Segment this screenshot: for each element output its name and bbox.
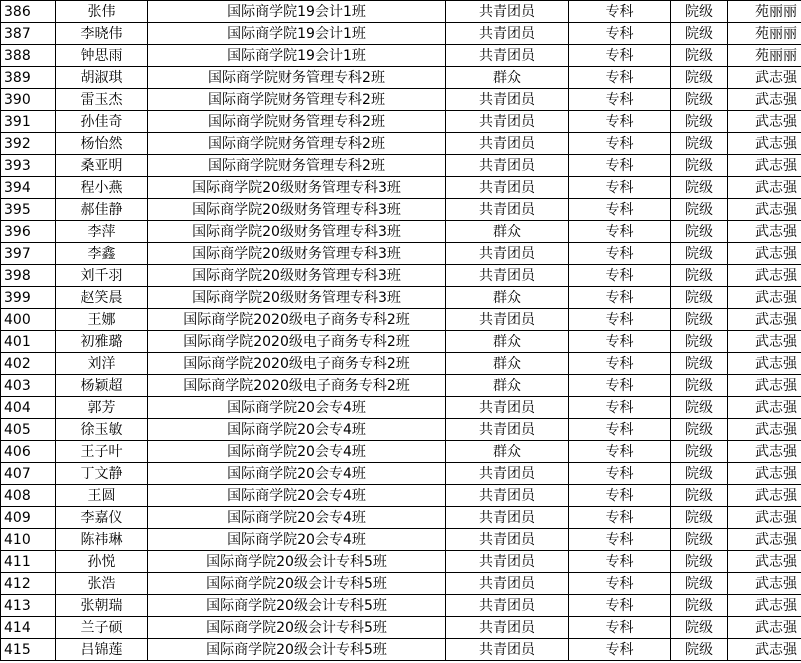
advisor-cell: 武志强 [728,573,801,595]
advisor-cell: 武志强 [728,331,801,353]
advisor-cell: 武志强 [728,375,801,397]
advisor-cell: 武志强 [728,199,801,221]
class-cell: 国际商学院2020级电子商务专科2班 [148,375,446,397]
table-row [1,287,801,309]
row-number-cell: 389 [1,67,56,89]
education-level-cell: 专科 [569,89,671,111]
class-cell: 国际商学院20级财务管理专科3班 [148,199,446,221]
advisor-cell: 武志强 [728,265,801,287]
political-status-cell: 共青团员 [446,463,569,485]
education-level-cell: 专科 [569,23,671,45]
political-status-cell: 共青团员 [446,243,569,265]
student-name-cell: 张朝瑞 [56,595,148,617]
class-cell: 国际商学院20级财务管理专科3班 [148,177,446,199]
table-row [1,573,801,595]
award-level-cell: 院级 [671,419,728,441]
political-status-cell: 共青团员 [446,23,569,45]
award-level-cell: 院级 [671,463,728,485]
row-number-cell: 409 [1,507,56,529]
education-level-cell: 专科 [569,595,671,617]
table-row [1,133,801,155]
award-level-cell: 院级 [671,441,728,463]
student-name-cell: 李嘉仪 [56,507,148,529]
class-cell: 国际商学院20级会计专科5班 [148,551,446,573]
political-status-cell: 共青团员 [446,309,569,331]
class-cell: 国际商学院20级财务管理专科3班 [148,287,446,309]
award-level-cell: 院级 [671,1,728,23]
political-status-cell: 共青团员 [446,89,569,111]
advisor-cell: 武志强 [728,287,801,309]
award-level-cell: 院级 [671,133,728,155]
row-number-cell: 388 [1,45,56,67]
table-row [1,67,801,89]
student-name-cell: 桑亚明 [56,155,148,177]
advisor-cell: 苑丽丽 [728,1,801,23]
table-row [1,639,801,661]
class-cell: 国际商学院2020级电子商务专科2班 [148,331,446,353]
student-name-cell: 钟思雨 [56,45,148,67]
award-level-cell: 院级 [671,287,728,309]
political-status-cell: 共青团员 [446,485,569,507]
education-level-cell: 专科 [569,463,671,485]
student-name-cell: 雷玉杰 [56,89,148,111]
political-status-cell: 群众 [446,375,569,397]
award-level-cell: 院级 [671,177,728,199]
table-row [1,177,801,199]
award-level-cell: 院级 [671,375,728,397]
row-number-cell: 394 [1,177,56,199]
row-number-cell: 406 [1,441,56,463]
class-cell: 国际商学院20级会计专科5班 [148,573,446,595]
award-level-cell: 院级 [671,529,728,551]
award-level-cell: 院级 [671,67,728,89]
education-level-cell: 专科 [569,309,671,331]
class-cell: 国际商学院20级财务管理专科3班 [148,243,446,265]
advisor-cell: 武志强 [728,419,801,441]
political-status-cell: 群众 [446,287,569,309]
advisor-cell: 武志强 [728,177,801,199]
advisor-cell: 武志强 [728,89,801,111]
class-cell: 国际商学院20会专4班 [148,529,446,551]
row-number-cell: 412 [1,573,56,595]
advisor-cell: 武志强 [728,309,801,331]
political-status-cell: 共青团员 [446,177,569,199]
political-status-cell: 共青团员 [446,595,569,617]
student-name-cell: 陈祎琳 [56,529,148,551]
education-level-cell: 专科 [569,1,671,23]
student-name-cell: 吕锦莲 [56,639,148,661]
student-name-cell: 徐玉敏 [56,419,148,441]
political-status-cell: 共青团员 [446,397,569,419]
advisor-cell: 武志强 [728,441,801,463]
student-name-cell: 兰子硕 [56,617,148,639]
political-status-cell: 共青团员 [446,419,569,441]
table-row [1,507,801,529]
advisor-cell: 武志强 [728,111,801,133]
advisor-cell: 武志强 [728,507,801,529]
class-cell: 国际商学院财务管理专科2班 [148,67,446,89]
class-cell: 国际商学院2020级电子商务专科2班 [148,309,446,331]
row-number-cell: 399 [1,287,56,309]
row-number-cell: 403 [1,375,56,397]
table-row [1,199,801,221]
table-row [1,397,801,419]
political-status-cell: 共青团员 [446,199,569,221]
table-row [1,23,801,45]
political-status-cell: 共青团员 [446,529,569,551]
row-number-cell: 414 [1,617,56,639]
student-name-cell: 王子叶 [56,441,148,463]
class-cell: 国际商学院20级财务管理专科3班 [148,265,446,287]
advisor-cell: 武志强 [728,639,801,661]
student-name-cell: 王娜 [56,309,148,331]
award-level-cell: 院级 [671,89,728,111]
class-cell: 国际商学院19会计1班 [148,45,446,67]
student-name-cell: 杨怡然 [56,133,148,155]
advisor-cell: 武志强 [728,397,801,419]
award-level-cell: 院级 [671,221,728,243]
table-row [1,463,801,485]
award-level-cell: 院级 [671,617,728,639]
student-name-cell: 杨颖超 [56,375,148,397]
award-level-cell: 院级 [671,595,728,617]
education-level-cell: 专科 [569,133,671,155]
class-cell: 国际商学院20会专4班 [148,507,446,529]
class-cell: 国际商学院20级财务管理专科3班 [148,221,446,243]
table-row [1,375,801,397]
student-name-cell: 李萍 [56,221,148,243]
table-row [1,265,801,287]
education-level-cell: 专科 [569,529,671,551]
student-name-cell: 刘千羽 [56,265,148,287]
student-name-cell: 张伟 [56,1,148,23]
education-level-cell: 专科 [569,199,671,221]
political-status-cell: 共青团员 [446,617,569,639]
class-cell: 国际商学院20级会计专科5班 [148,595,446,617]
political-status-cell: 群众 [446,221,569,243]
class-cell: 国际商学院20级会计专科5班 [148,639,446,661]
award-level-cell: 院级 [671,243,728,265]
political-status-cell: 共青团员 [446,551,569,573]
advisor-cell: 苑丽丽 [728,45,801,67]
class-cell: 国际商学院20级会计专科5班 [148,617,446,639]
education-level-cell: 专科 [569,397,671,419]
table-row [1,243,801,265]
class-cell: 国际商学院20会专4班 [148,397,446,419]
political-status-cell: 共青团员 [446,573,569,595]
advisor-cell: 武志强 [728,551,801,573]
class-cell: 国际商学院19会计1班 [148,23,446,45]
row-number-cell: 391 [1,111,56,133]
class-cell: 国际商学院19会计1班 [148,1,446,23]
award-level-cell: 院级 [671,111,728,133]
row-number-cell: 404 [1,397,56,419]
class-cell: 国际商学院财务管理专科2班 [148,155,446,177]
advisor-cell: 武志强 [728,617,801,639]
award-level-cell: 院级 [671,265,728,287]
education-level-cell: 专科 [569,573,671,595]
award-level-cell: 院级 [671,485,728,507]
award-level-cell: 院级 [671,23,728,45]
education-level-cell: 专科 [569,485,671,507]
table-row [1,155,801,177]
award-level-cell: 院级 [671,353,728,375]
class-cell: 国际商学院20会专4班 [148,485,446,507]
education-level-cell: 专科 [569,419,671,441]
advisor-cell: 武志强 [728,485,801,507]
education-level-cell: 专科 [569,287,671,309]
award-level-cell: 院级 [671,331,728,353]
row-number-cell: 402 [1,353,56,375]
advisor-cell: 武志强 [728,353,801,375]
award-level-cell: 院级 [671,309,728,331]
political-status-cell: 共青团员 [446,45,569,67]
student-name-cell: 程小燕 [56,177,148,199]
row-number-cell: 392 [1,133,56,155]
row-number-cell: 386 [1,1,56,23]
political-status-cell: 群众 [446,331,569,353]
class-cell: 国际商学院20会专4班 [148,419,446,441]
table-row [1,595,801,617]
student-name-cell: 丁文静 [56,463,148,485]
advisor-cell: 武志强 [728,595,801,617]
education-level-cell: 专科 [569,111,671,133]
table-row [1,617,801,639]
education-level-cell: 专科 [569,353,671,375]
award-level-cell: 院级 [671,397,728,419]
row-number-cell: 408 [1,485,56,507]
political-status-cell: 共青团员 [446,507,569,529]
table-row [1,331,801,353]
table-row [1,353,801,375]
student-name-cell: 初雅璐 [56,331,148,353]
education-level-cell: 专科 [569,331,671,353]
advisor-cell: 武志强 [728,463,801,485]
table-row [1,45,801,67]
award-level-cell: 院级 [671,507,728,529]
student-name-cell: 郝佳静 [56,199,148,221]
award-level-cell: 院级 [671,155,728,177]
class-cell: 国际商学院20会专4班 [148,463,446,485]
advisor-cell: 武志强 [728,155,801,177]
table-row [1,89,801,111]
student-name-cell: 张浩 [56,573,148,595]
education-level-cell: 专科 [569,551,671,573]
student-name-cell: 赵笑晨 [56,287,148,309]
row-number-cell: 415 [1,639,56,661]
row-number-cell: 413 [1,595,56,617]
class-cell: 国际商学院财务管理专科2班 [148,133,446,155]
advisor-cell: 苑丽丽 [728,23,801,45]
student-name-cell: 孙佳奇 [56,111,148,133]
student-name-cell: 胡淑琪 [56,67,148,89]
table-row [1,485,801,507]
advisor-cell: 武志强 [728,133,801,155]
education-level-cell: 专科 [569,441,671,463]
table-row [1,441,801,463]
class-cell: 国际商学院财务管理专科2班 [148,111,446,133]
political-status-cell: 共青团员 [446,1,569,23]
education-level-cell: 专科 [569,617,671,639]
row-number-cell: 411 [1,551,56,573]
political-status-cell: 共青团员 [446,111,569,133]
table-row [1,419,801,441]
roster-table-body [1,1,801,661]
advisor-cell: 武志强 [728,221,801,243]
education-level-cell: 专科 [569,67,671,89]
student-name-cell: 李鑫 [56,243,148,265]
education-level-cell: 专科 [569,177,671,199]
education-level-cell: 专科 [569,265,671,287]
award-level-cell: 院级 [671,551,728,573]
class-cell: 国际商学院2020级电子商务专科2班 [148,353,446,375]
row-number-cell: 405 [1,419,56,441]
student-name-cell: 李晓伟 [56,23,148,45]
student-name-cell: 孙悦 [56,551,148,573]
table-row [1,221,801,243]
class-cell: 国际商学院20会专4班 [148,441,446,463]
education-level-cell: 专科 [569,507,671,529]
education-level-cell: 专科 [569,155,671,177]
table-row [1,309,801,331]
table-row [1,1,801,23]
political-status-cell: 共青团员 [446,639,569,661]
political-status-cell: 群众 [446,67,569,89]
award-level-cell: 院级 [671,573,728,595]
row-number-cell: 397 [1,243,56,265]
political-status-cell: 共青团员 [446,155,569,177]
political-status-cell: 群众 [446,353,569,375]
political-status-cell: 共青团员 [446,265,569,287]
education-level-cell: 专科 [569,375,671,397]
education-level-cell: 专科 [569,243,671,265]
advisor-cell: 武志强 [728,529,801,551]
row-number-cell: 387 [1,23,56,45]
advisor-cell: 武志强 [728,243,801,265]
row-number-cell: 401 [1,331,56,353]
row-number-cell: 390 [1,89,56,111]
row-number-cell: 410 [1,529,56,551]
class-cell: 国际商学院财务管理专科2班 [148,89,446,111]
award-level-cell: 院级 [671,639,728,661]
table-row [1,529,801,551]
education-level-cell: 专科 [569,639,671,661]
row-number-cell: 400 [1,309,56,331]
education-level-cell: 专科 [569,221,671,243]
political-status-cell: 共青团员 [446,133,569,155]
row-number-cell: 407 [1,463,56,485]
political-status-cell: 群众 [446,441,569,463]
education-level-cell: 专科 [569,45,671,67]
student-name-cell: 刘洋 [56,353,148,375]
row-number-cell: 393 [1,155,56,177]
table-row [1,111,801,133]
row-number-cell: 398 [1,265,56,287]
table-row [1,551,801,573]
award-level-cell: 院级 [671,45,728,67]
row-number-cell: 396 [1,221,56,243]
student-name-cell: 郭芳 [56,397,148,419]
row-number-cell: 395 [1,199,56,221]
award-level-cell: 院级 [671,199,728,221]
advisor-cell: 武志强 [728,67,801,89]
student-name-cell: 王圆 [56,485,148,507]
